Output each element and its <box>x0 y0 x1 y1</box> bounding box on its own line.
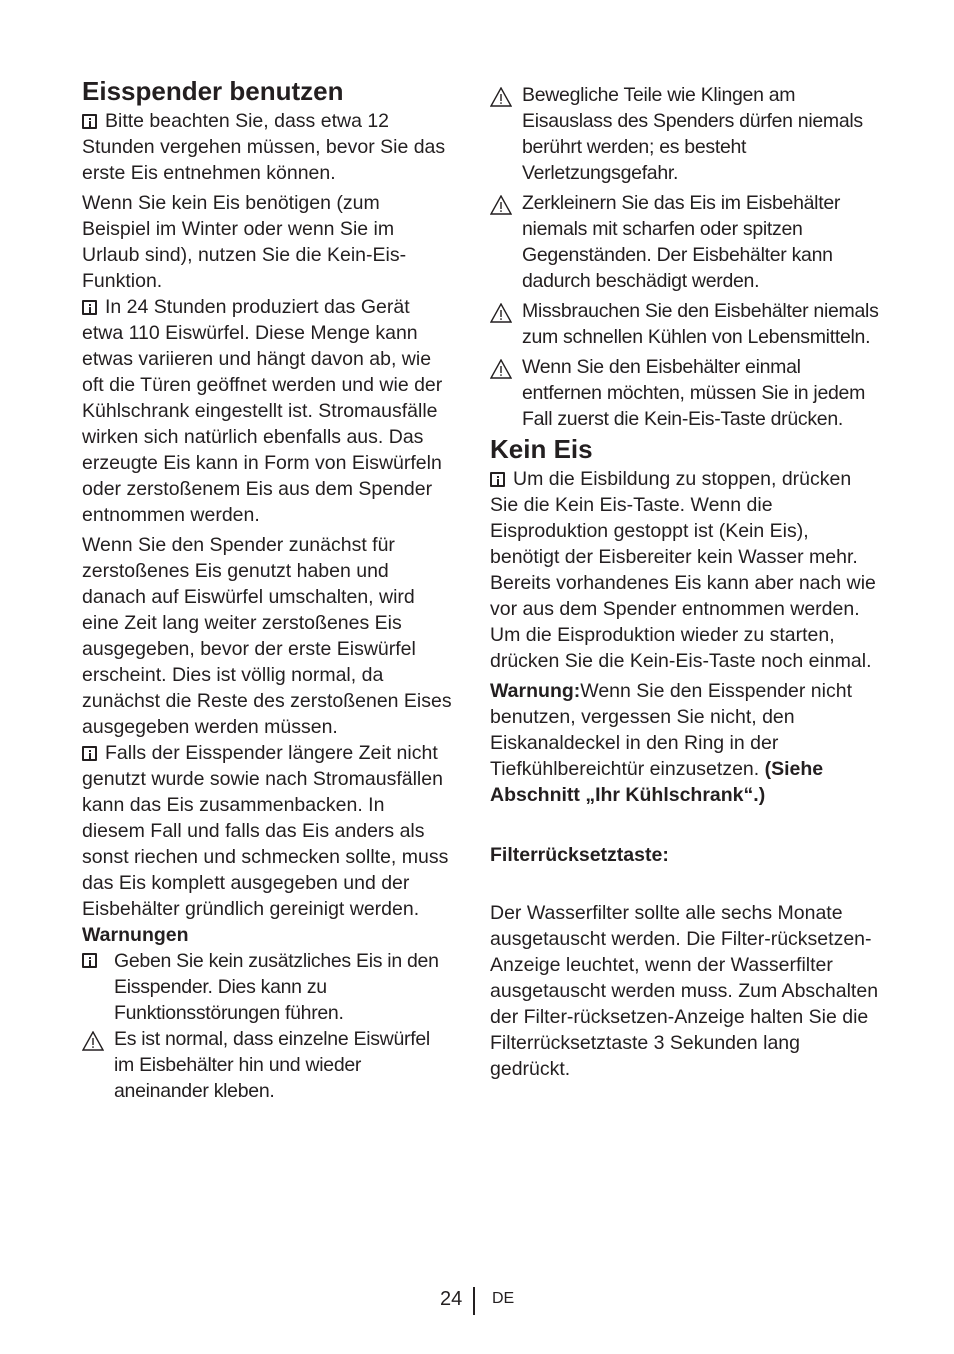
info-paragraph: Falls der Eisspender längere Zeit nicht genutzt wurde sowie nach Stromausfällen kann das Eis zusammenbacken. In diesem Fall und falls das Eis anders als sonst riechen und schmecken sollte, muss das Eis komplett ausgegeben und der Eisbehälter gründlich gereinigt werden. <box>82 742 449 920</box>
paragraph: Wenn Sie kein Eis benötigen (zum Beispiel im Winter oder wenn Sie im Urlaub sind), nutzen Sie die Kein-Eis-Funktion. <box>82 192 407 292</box>
warning-item: Bewegliche Teile wie Klingen am Eisauslass des Spenders dürfen niemals berührt werden; es besteht Verletzungsgefahr. <box>490 82 880 186</box>
section-reference: (Siehe Abschnitt „Ihr Kühlschrank“.) <box>490 758 824 806</box>
info-icon <box>82 114 97 129</box>
info-paragraph: In 24 Stunden produziert das Gerät etwa 110 Eiswürfel. Diese Menge kann etwas variieren und hängt davon ab, wie oft die Türen geöffnet werden und wie der Kühlschrank eingestellt ist. Stromausfälle wirken sich natürlich ebenfalls aus. Das erzeugte Eis kann in Form von Eiswürfeln oder zerstoßenem Eis aus dem Spender entnommen werden. <box>82 296 443 526</box>
footer-divider <box>473 1287 475 1315</box>
section-heading-eisspender: Eisspender benutzen <box>82 76 344 106</box>
left-column <box>82 74 452 1104</box>
info-icon <box>82 953 97 968</box>
warning-triangle-icon <box>82 1031 104 1051</box>
warning-item: Es ist normal, dass einzelne Eiswürfel im Eisbehälter hin und wieder aneinander kleben. <box>82 1026 452 1104</box>
warnings-heading: Warnungen <box>82 924 189 946</box>
warning-item: Wenn Sie den Eisbehälter einmal entfernen möchten, müssen Sie in jedem Fall zuerst die Kein-Eis-Taste drücken. <box>490 354 880 432</box>
filter-heading: Filterrücksetztaste: <box>490 844 669 866</box>
warning-triangle-icon <box>490 195 512 215</box>
warning-paragraph: Warnung:Wenn Sie den Eisspender nicht benutzen, vergessen Sie nicht, den Eiskanaldeckel in den Ring in der Tiefkühlbereichtür einzusetzen. (Siehe Abschnitt „Ihr Kühlschrank“.) <box>490 680 852 806</box>
warning-item: Geben Sie kein zusätzliches Eis in den Eisspender. Dies kann zu Funktionsstörungen führen. <box>82 948 452 1026</box>
warning-item: Missbrauchen Sie den Eisbehälter niemals zum schnellen Kühlen von Lebensmitteln. <box>490 298 880 350</box>
warning-triangle-icon <box>490 359 512 379</box>
section-heading-kein-eis: Kein Eis <box>490 434 593 464</box>
warning-triangle-icon <box>490 87 512 107</box>
warning-label: Warnung: <box>490 680 581 702</box>
language-code: DE <box>492 1290 515 1307</box>
info-paragraph: Bitte beachten Sie, dass etwa 12 Stunden vergehen müssen, bevor Sie das erste Eis entnehmen können. <box>82 110 446 184</box>
right-column <box>490 82 880 1082</box>
info-icon <box>490 472 505 487</box>
paragraph: Wenn Sie den Spender zunächst für zerstoßenes Eis genutzt haben und danach auf Eiswürfel umschalten, wird eine Zeit lang weiter zerstoßenes Eis ausgegeben, bevor der erste Eiswürfel erscheint. Dies ist völlig normal, da zunächst die Reste des zerstoßenen Eises ausgegeben werden müssen. <box>82 534 452 738</box>
page-number: 24 <box>440 1288 463 1310</box>
warning-item: Zerkleinern Sie das Eis im Eisbehälter niemals mit scharfen oder spitzen Gegenständen. Der Eisbehälter kann dadurch beschädigt werden. <box>490 190 880 294</box>
warning-triangle-icon <box>490 303 512 323</box>
info-paragraph: Um die Eisbildung zu stoppen, drücken Sie die Kein Eis-Taste. Wenn die Eisproduktion gestoppt ist (Kein Eis), benötigt der Eisbereiter kein Wasser mehr. Bereits vorhandenes Eis kann aber nach wie vor aus dem Spender entnommen werden. Um die Eisproduktion wieder zu starten, drücken Sie die Kein-Eis-Taste noch einmal. <box>490 468 876 672</box>
filter-paragraph: Der Wasserfilter sollte alle sechs Monate ausgetauscht werden. Die Filter-rücksetzen-Anzeige leuchtet, wenn der Wasserfilter ausgetauscht werden muss. Zum Abschalten der Filter-rücksetzen-Anzeige halten Sie die Filterrücksetztaste 3 Sekunden lang gedrückt. <box>490 902 879 1080</box>
info-icon <box>82 300 97 315</box>
info-icon <box>82 746 97 761</box>
